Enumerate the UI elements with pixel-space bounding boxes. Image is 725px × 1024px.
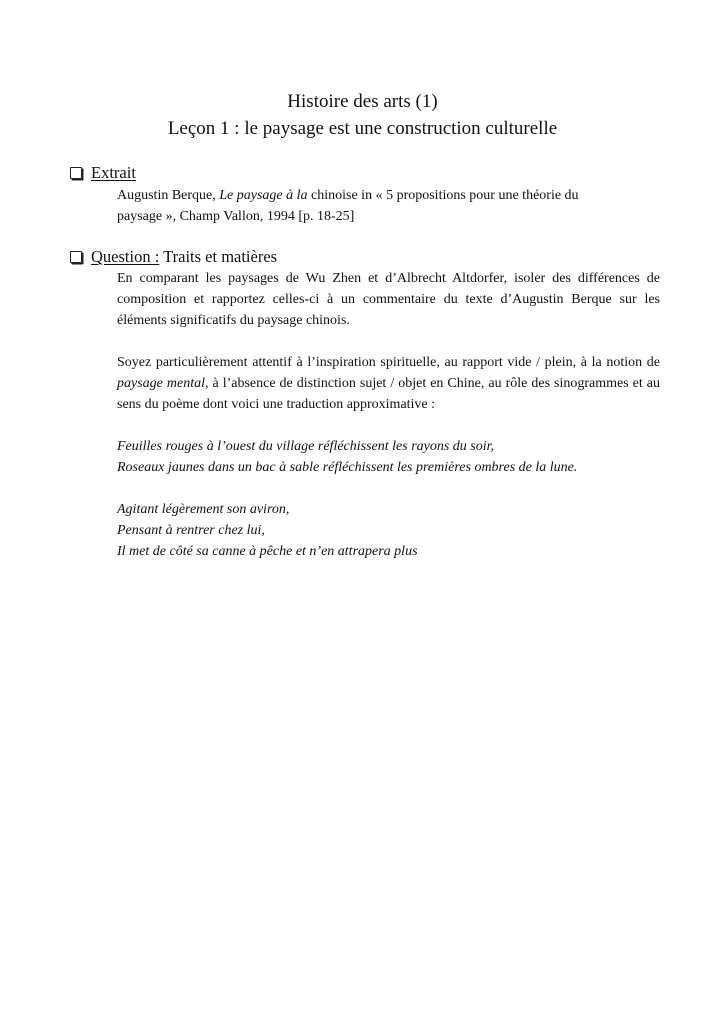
para2-part-b: , à l’absence de distinction sujet / objet en Chine, au rôle des sinogrammes et au sens du poème dont voici une traduction approximative : — [117, 376, 660, 412]
poem — [117, 436, 660, 562]
page-title — [0, 88, 725, 142]
section-question — [70, 246, 660, 562]
question-paragraph-1: En comparant les paysages de Wu Zhen et d’Albrecht Altdorfer, isoler des différences de composition et rapportez celles-ci à un commentaire du texte d’Augustin Berque sur les éléments significatifs du paysage chinois. — [117, 271, 660, 328]
question-heading-text: Traits et matières — [159, 247, 278, 266]
extrait-heading-label: Extrait — [91, 163, 136, 182]
section-extrait — [70, 162, 660, 227]
title-line-2: Leçon 1 : le paysage est une construction culturelle — [167, 118, 558, 139]
poem-line: Roseaux jaunes dans un bac à sable réfléchissent les premières ombres de la lune. — [117, 460, 578, 475]
extrait-line-1 — [117, 185, 660, 206]
question-paragraph-2 — [117, 352, 660, 415]
extrait-title: Le paysage à la — [219, 188, 308, 203]
poem-line: Agitant légèrement son aviron, — [117, 502, 290, 517]
section-question-heading — [70, 246, 660, 268]
extrait-author: Augustin Berque, — [117, 188, 220, 203]
poem-line: Il met de côté sa canne à pêche et n’en attrapera plus — [117, 544, 418, 559]
poem-line: Feuilles rouges à l’ouest du village réfléchissent les rayons du soir, — [117, 439, 495, 454]
para2-part-a: Soyez particulièrement attentif à l’inspiration spirituelle, au rapport vide / plein, à la notion de — [117, 355, 660, 370]
question-heading-label: Question : — [91, 247, 160, 266]
extrait-rest: chinoise in « 5 propositions pour une théorie du — [307, 188, 579, 203]
checkbox-icon — [70, 251, 82, 263]
checkbox-icon — [70, 167, 82, 179]
extrait-line-2: paysage », Champ Vallon, 1994 [p. 18-25] — [117, 209, 355, 224]
title-line-1: Histoire des arts (1) — [287, 91, 438, 112]
extrait-reference — [117, 185, 660, 227]
question-body — [117, 268, 660, 415]
poem-line: Pensant à rentrer chez lui, — [117, 523, 265, 538]
para2-italic: paysage mental — [117, 376, 205, 391]
section-extrait-heading — [70, 162, 660, 184]
